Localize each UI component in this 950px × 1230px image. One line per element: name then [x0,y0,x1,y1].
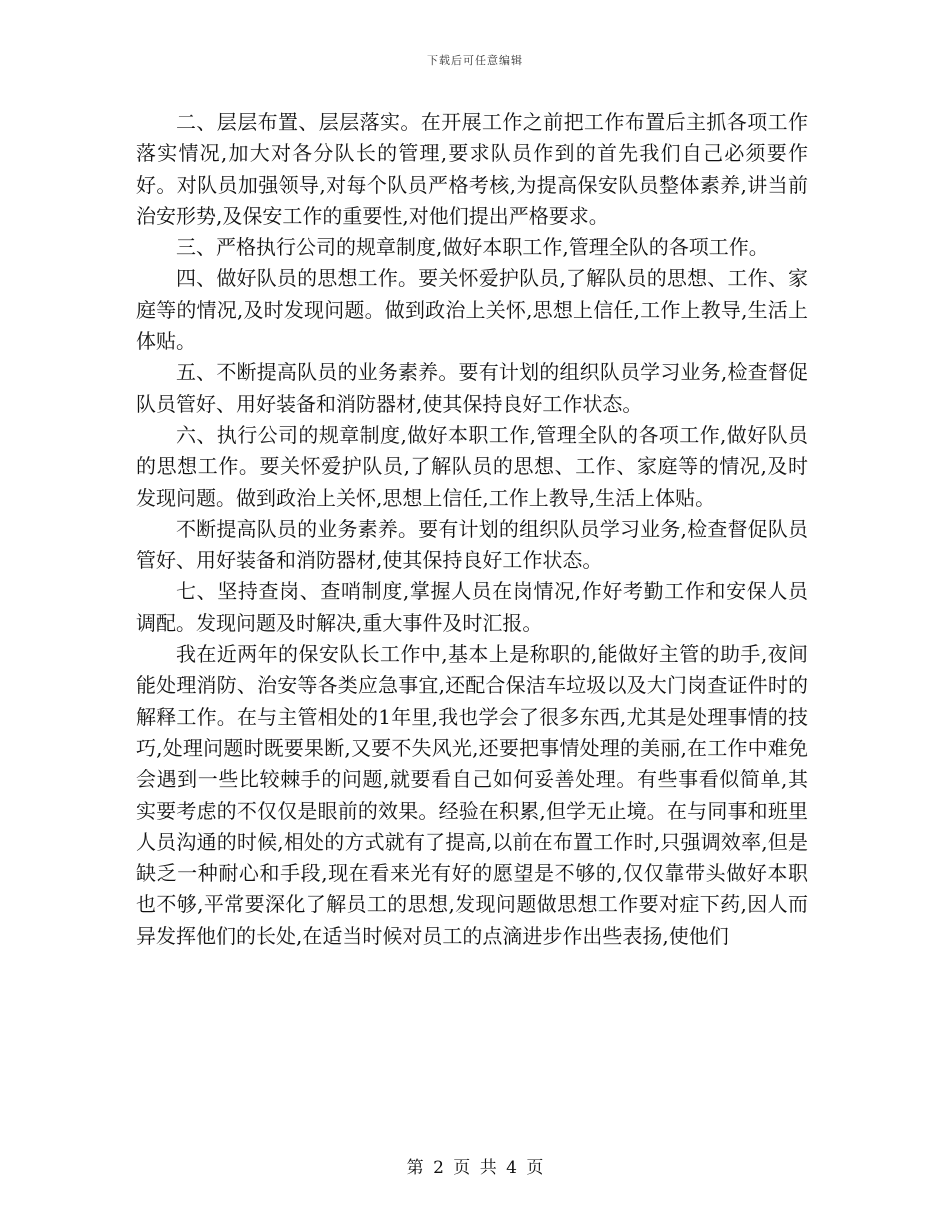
page-number: 第 2 页 共 4 页 [406,1158,544,1178]
paragraph-summary: 我在近两年的保安队长工作中,基本上是称职的,能做好主管的助手,夜间能处理消防、治安等各类应急事宜,还配合保洁车垃圾以及大门岗查证件时的解释工作。在与主管相处的1年里,我也学会了很多东西,尤其是处理事情的技巧,处理问题时既要果断,又要不失风光,还要把事情处理的美丽,在工作中难免会遇到一些比较棘手的问题,就要看自己如何妥善处理。有些事看似简单,其实要考虑的不仅仅是眼前的效果。经验在积累,但学无止境。在与同事和班里人员沟通的时候,相处的方式就有了提高,以前在布置工作时,只强调效率,但是缺乏一种耐心和手段,现在看来光有好的愿望是不够的,仅仅靠带头做好本职也不够,平常要深化了解员工的思想,发现问题做思想工作要对症下药,因人而异发挥他们的长处,在适当时候对员工的点滴进步作出些表扬,使他们 [136,642,808,948]
paragraph-section-2: 二、层层布置、层层落实。在开展工作之前把工作布置后主抓各项工作落实情况,加大对各分队长的管理,要求队员作到的首先我们自己必须要作好。对队员加强领导,对每个队员严格考核,为提高保安队员整体素养,讲当前治安形势,及保安工作的重要性,对他们提出严格要求。 [136,110,808,228]
paragraph-section-6: 六、执行公司的规章制度,做好本职工作,管理全队的各项工作,做好队员的思想工作。要关怀爱护队员,了解队员的思想、工作、家庭等的情况,及时发现问题。做到政治上关怀,思想上信任,工作上教导,生活上体贴。 [136,422,808,510]
paragraph-section-4: 四、做好队员的思想工作。要关怀爱护队员,了解队员的思想、工作、家庭等的情况,及时发现问题。做到政治上关怀,思想上信任,工作上教导,生活上体贴。 [136,266,808,354]
paragraph-training: 不断提高队员的业务素养。要有计划的组织队员学习业务,检查督促队员管好、用好装备和消防器材,使其保持良好工作状态。 [136,516,808,573]
paragraph-section-5: 五、不断提高队员的业务素养。要有计划的组织队员学习业务,检查督促队员管好、用好装备和消防器材,使其保持良好工作状态。 [136,360,808,416]
document-body [136,107,808,952]
paragraph-section-7: 七、坚持查岗、查哨制度,掌握人员在岗情况,作好考勤工作和安保人员调配。发现问题及时解决,重大事件及时汇报。 [136,579,808,635]
page-header-note: 下载后可任意编辑 [427,54,523,67]
paragraph-section-3: 三、严格执行公司的规章制度,做好本职工作,管理全队的各项工作。 [176,235,769,260]
